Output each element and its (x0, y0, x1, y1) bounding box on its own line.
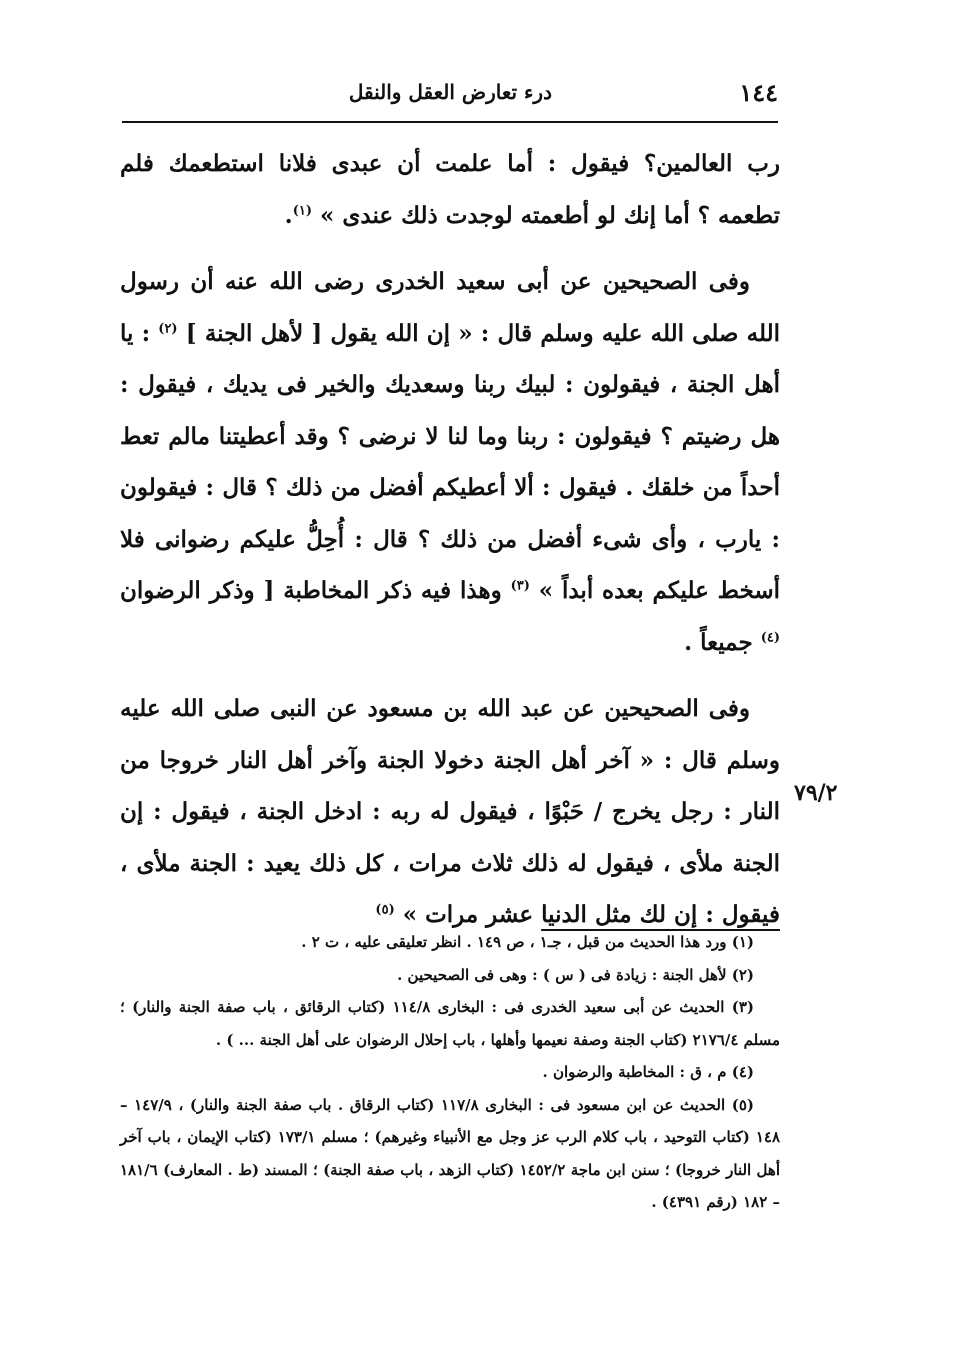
paragraph-2-text-b: : يا أهل الجنة ، فيقولون : لبيك ربنا وسعديك والخير فى يديك ، فيقول : هل رضيتم ؟ فيقولون : ربنا وما لنا لا نرضى ؟ وقد أعطيتنا مالم تعط أحداً من خلقك . فيقول : ألا أعطيكم أفضل من ذلك ؟ قال : فيقولون : يارب ، وأى شىء أفضل من ذلك ؟ قال : أُحِلُّ عليكم رضوانى فلا أسخط عليكم بعده أبداً » (120, 319, 781, 604)
paragraph-3 (120, 683, 780, 941)
footnote-ref-3[interactable]: (٣) (510, 578, 530, 594)
underlined-phrase: فيقول : إن لك مثل الدنيا (541, 901, 780, 928)
footnote-ref-4[interactable]: (٤) (760, 629, 780, 645)
footnote-ref-5[interactable]: (٥) (375, 902, 395, 918)
paragraph-1 (120, 138, 780, 241)
paragraph-2 (120, 256, 780, 668)
footnote-ref-2[interactable]: (٢) (158, 320, 178, 336)
running-head (122, 78, 778, 114)
paragraph-2-text-a: وفى الصحيحين عن أبى سعيد الخدرى رضى الله عنه أن رسول الله صلى الله عليه وسلم قال : « إن الله يقول [ لأهل الجنة ] (120, 268, 780, 347)
footnote-4: (٤) م ، ق : المخاطبة والرضوان . (542, 1063, 754, 1081)
margin-reference: ٧٩/٢ (794, 780, 838, 806)
footnote-3: (٣) الحديث عن أبى سعيد الخدرى فى : البخارى ١١٤/٨ (كتاب الرقائق ، باب صفة الجنة والنار) ؛ مسلم ٢١٧٦/٤ (كتاب الجنة وصفة نعيمها وأهلها ، باب إحلال الرضوان على أهل الجنة ... ) . (120, 998, 780, 1049)
paragraph-1-end: . (284, 201, 293, 229)
paragraph-3-text-b: عشر مرات » (402, 901, 534, 928)
paragraph-2-text-d: جميعاً . (684, 628, 753, 656)
paragraph-3-text-a: وفى الصحيحين عن عبد الله بن مسعود عن النبى صلى الله عليه وسلم قال : « آخر أهل الجنة دخولا الجنة وآخر أهل النار خروجا من النار : رجل يخرج / حَبْوًا ، فيقول له ربه : ادخل الجنة ، فيقول : إن الجنة ملأى ، فيقول له ذلك ثلاث مرات ، كل ذلك يعيد : الجنة ملأى ، (120, 695, 780, 877)
main-text (120, 138, 780, 941)
paragraph-2-text-c: وهذا فيه ذكر المخاطبة [ وذكر الرضوان (120, 577, 502, 604)
footnote-ref-1[interactable]: (١) (292, 202, 312, 218)
header-rule (122, 121, 778, 123)
footnote-5: (٥) الحديث عن ابن مسعود فى : البخارى ١١٧/٨ (كتاب الرقاق . باب صفة الجنة والنار) ، ١٤٧/٩ – ١٤٨ (كتاب التوحيد ، باب كلام الرب عز وجل مع الأنبياء وغيرهم) ؛ مسلم ١٧٣/١ (كتاب الإيمان ، باب آخر أهل النار خروجا) ؛ سنن ابن ماجة ١٤٥٢/٢ (كتاب الزهد ، باب صفة الجنة) ؛ المسند (ط . المعارف) ١٨١/٦ – ١٨٢ (رقم ٤٣٩١) . (120, 1095, 780, 1211)
book-title: درء تعارض العقل والنقل (348, 80, 552, 104)
page-number: ١٤٤ (739, 78, 778, 107)
footnote-1: (١) ورد هذا الحديث من قبل ، جـ١ ، ص ١٤٩ . انظر تعليقى عليه ، ت ٢ . (301, 933, 754, 951)
paragraph-1-text: رب العالمين؟ فيقول : أما علمت أن عبدى فلانا استطعمك فلم تطعمه ؟ أما إنك لو أطعمته لوجدت ذلك عندى » (120, 150, 780, 229)
footnote-2: (٢) لأهل الجنة : زيادة فى ( س ) : وهى فى الصحيحين . (397, 965, 754, 984)
footnotes (120, 926, 780, 1219)
